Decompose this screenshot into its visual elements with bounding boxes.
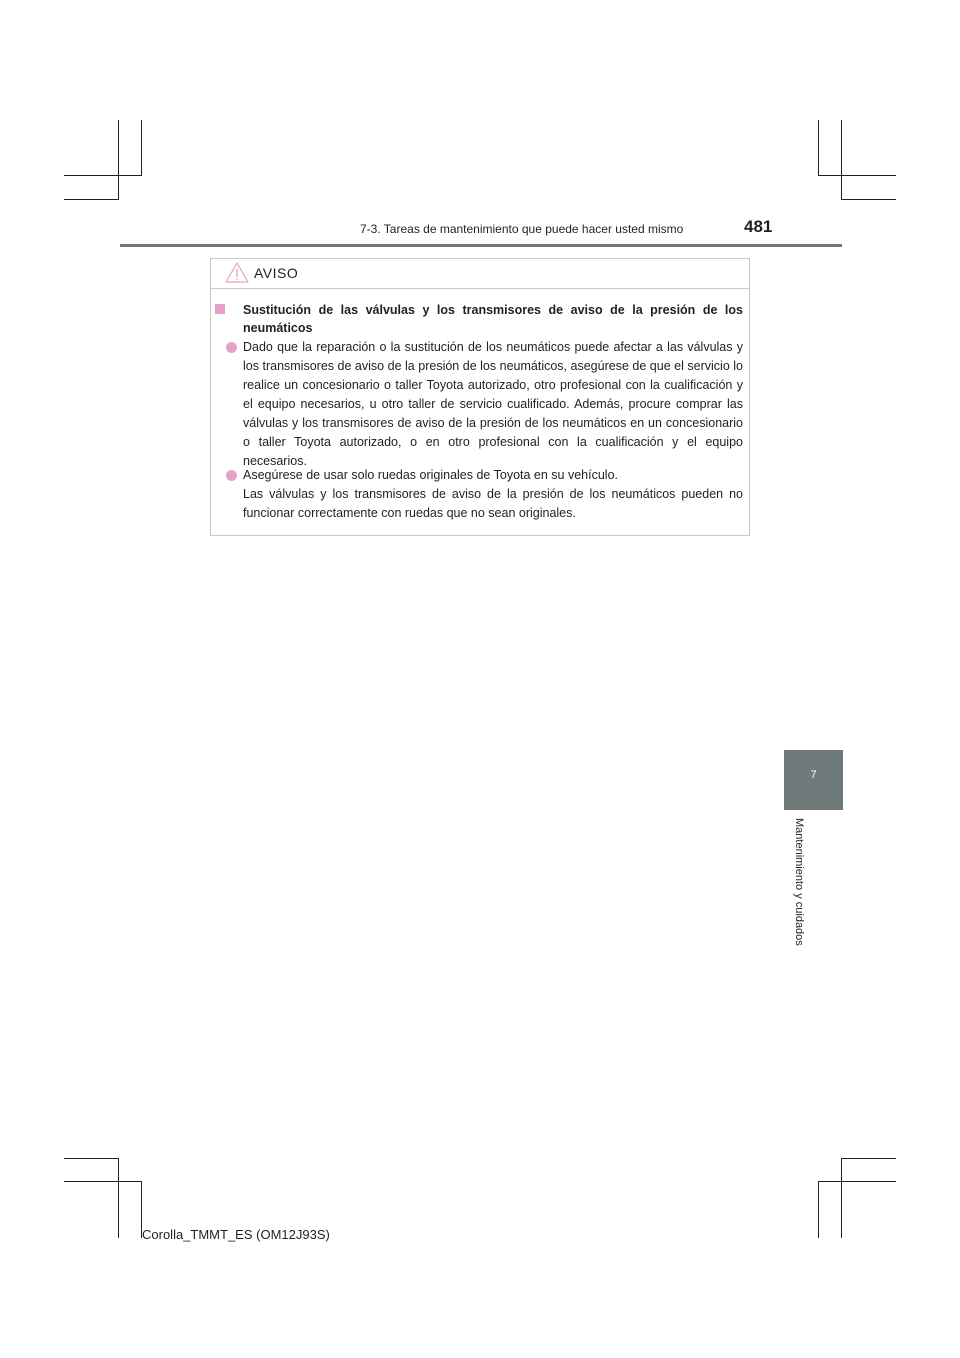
crop-mark [818,1181,896,1182]
circle-bullet-icon [226,342,237,353]
bullet-item [226,466,743,523]
chapter-label: Mantenimiento y cuidados [793,818,805,946]
section-title [215,301,743,337]
crop-mark [64,175,142,176]
crop-mark [64,199,119,200]
crop-mark [64,1181,142,1182]
bullet-item [226,338,743,471]
running-header-title: 7-3. Tareas de mantenimiento que puede hacer usted mismo [360,222,684,236]
crop-mark [818,175,896,176]
square-bullet-icon [215,304,225,314]
crop-mark [141,120,142,176]
bullet-paragraph: Dado que la reparación o la sustitución de los neumáticos puede afectar a las válvulas y los transmisores de aviso de la presión de los neumáticos, asegúrese de que el servicio lo realice un concesionario o taller Toyota autorizado, otro profesional con la cualificación y el equipo necesarios, u otro taller de servicio cualificado. Además, procure comprar las válvulas y los transmisores de aviso de la presión de los neumáticos en un concesionario o taller Toyota autorizado, o en otro profesional con la cualificación y el equipo necesarios. [243,340,743,468]
section-title-text: Sustitución de las válvulas y los transmisores de aviso de la presión de los neumáticos [243,303,743,335]
crop-mark [118,120,119,200]
crop-mark [118,1158,119,1238]
warning-label: AVISO [254,265,299,281]
crop-mark [818,1181,819,1238]
crop-mark [841,120,842,200]
bullet-paragraph: Las válvulas y los transmisores de aviso de la presión de los neumáticos pueden no funcionar correctamente con ruedas que no sean originales. [243,487,743,520]
header-rule [120,244,842,247]
circle-bullet-icon [226,470,237,481]
warning-box [210,258,750,536]
crop-mark [841,199,896,200]
warning-triangle-icon [225,262,249,288]
page-number: 481 [744,217,773,236]
footer-document-code: Corolla_TMMT_ES (OM12J93S) [142,1227,330,1242]
crop-mark [818,120,819,176]
crop-mark [64,1158,119,1159]
crop-mark [841,1158,842,1238]
crop-mark [841,1158,896,1159]
warning-header [211,259,749,289]
bullet-paragraph: Asegúrese de usar solo ruedas originales de Toyota en su vehículo. [243,468,619,482]
chapter-tab: 7 [784,750,843,810]
